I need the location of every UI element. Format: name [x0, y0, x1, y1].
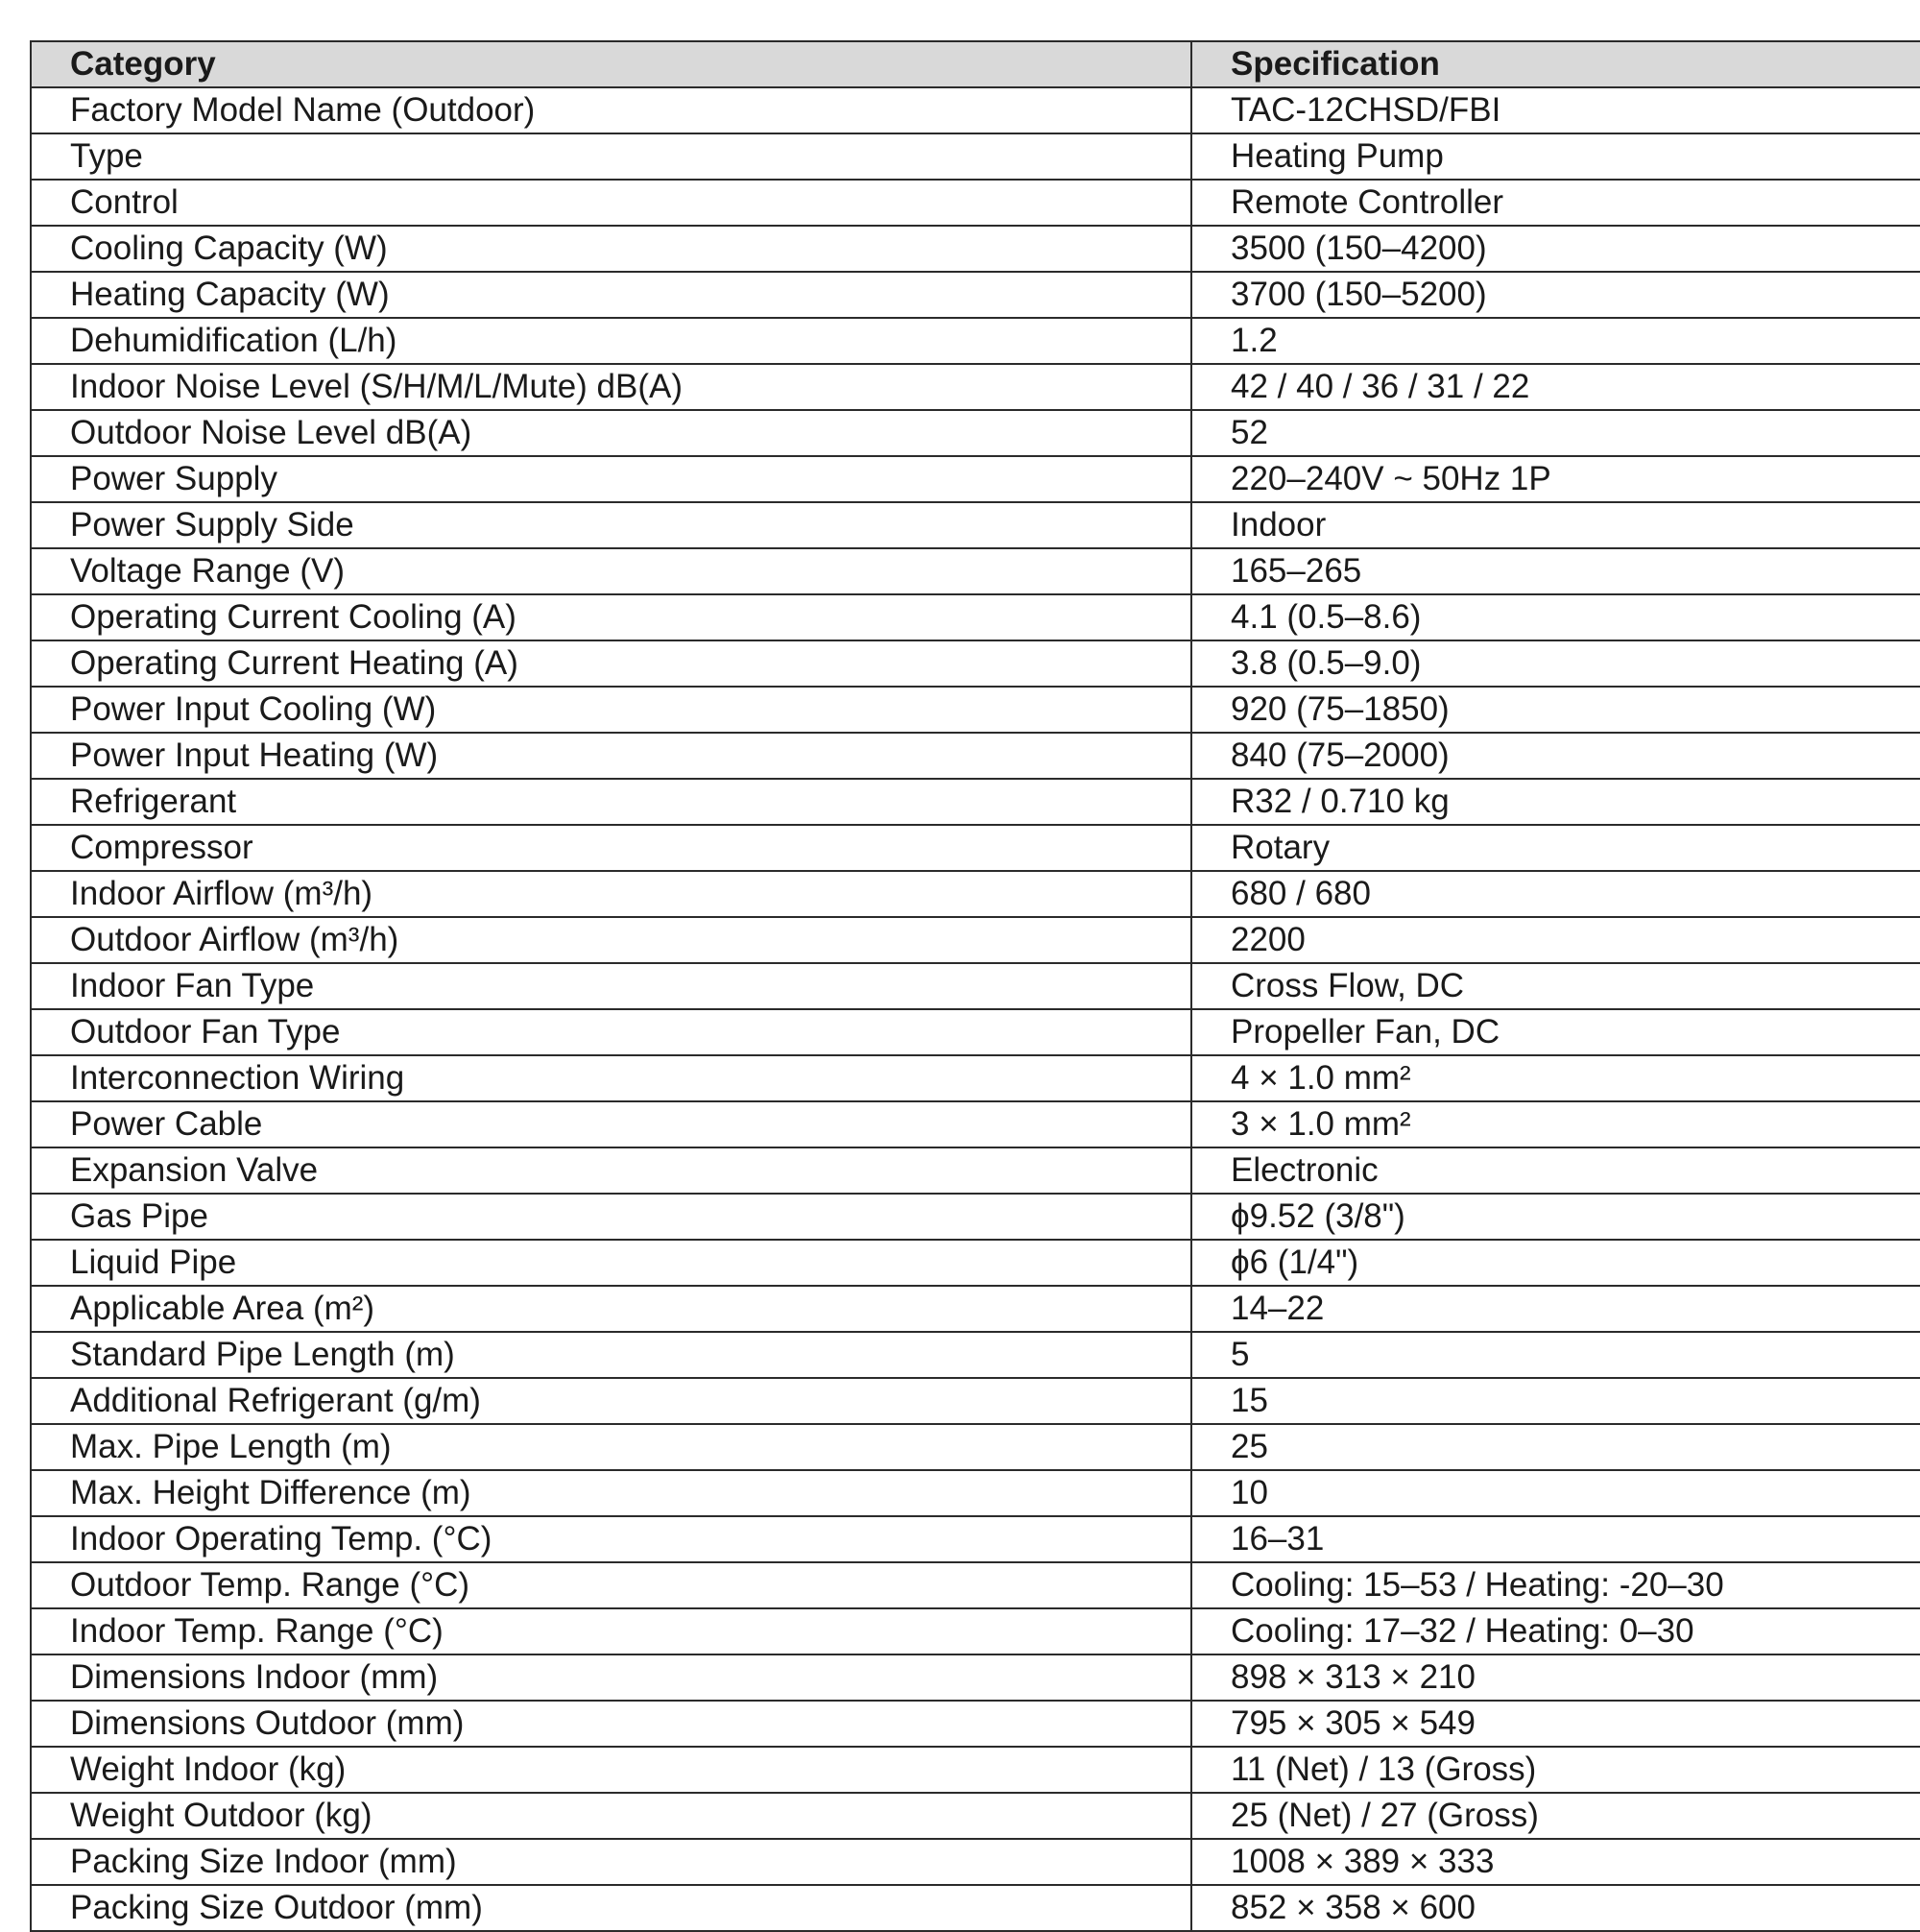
specification-cell: 898 × 313 × 210: [1191, 1654, 1920, 1701]
table-row: [31, 1378, 1920, 1424]
table-row: [31, 640, 1920, 687]
specification-cell: Cooling: 17–32 / Heating: 0–30: [1191, 1608, 1920, 1654]
category-cell: Indoor Airflow (m³/h): [31, 871, 1191, 917]
specification-cell: 852 × 358 × 600: [1191, 1885, 1920, 1931]
category-cell: Outdoor Airflow (m³/h): [31, 917, 1191, 963]
category-cell: Heating Capacity (W): [31, 272, 1191, 318]
specification-cell: 3700 (150–5200): [1191, 272, 1920, 318]
category-cell: Max. Height Difference (m): [31, 1470, 1191, 1516]
table-row: [31, 1654, 1920, 1701]
table-row: [31, 594, 1920, 640]
table-row: [31, 133, 1920, 180]
specification-cell: 4.1 (0.5–8.6): [1191, 594, 1920, 640]
specification-cell: Indoor: [1191, 502, 1920, 548]
specification-cell: 3 × 1.0 mm²: [1191, 1101, 1920, 1147]
category-cell: Type: [31, 133, 1191, 180]
category-cell: Outdoor Temp. Range (°C): [31, 1562, 1191, 1608]
specification-cell: 14–22: [1191, 1286, 1920, 1332]
table-row: [31, 1839, 1920, 1885]
table-row: [31, 825, 1920, 871]
category-cell: Voltage Range (V): [31, 548, 1191, 594]
category-cell: Cooling Capacity (W): [31, 226, 1191, 272]
table-row: [31, 1055, 1920, 1101]
specification-cell: 1.2: [1191, 318, 1920, 364]
category-cell: Max. Pipe Length (m): [31, 1424, 1191, 1470]
category-cell: Dimensions Outdoor (mm): [31, 1701, 1191, 1747]
specification-cell: 16–31: [1191, 1516, 1920, 1562]
table-row: [31, 1470, 1920, 1516]
specification-cell: Electronic: [1191, 1147, 1920, 1194]
specification-cell: 3.8 (0.5–9.0): [1191, 640, 1920, 687]
category-cell: Weight Indoor (kg): [31, 1747, 1191, 1793]
table-row: [31, 1194, 1920, 1240]
category-cell: Power Input Heating (W): [31, 733, 1191, 779]
category-cell: Packing Size Indoor (mm): [31, 1839, 1191, 1885]
table-row: [31, 1885, 1920, 1931]
table-row: [31, 687, 1920, 733]
specification-cell: 52: [1191, 410, 1920, 456]
table-row: [31, 502, 1920, 548]
specification-cell: 920 (75–1850): [1191, 687, 1920, 733]
category-cell: Additional Refrigerant (g/m): [31, 1378, 1191, 1424]
spec-table: [30, 40, 1920, 1932]
table-row: [31, 1701, 1920, 1747]
specification-cell: 11 (Net) / 13 (Gross): [1191, 1747, 1920, 1793]
specification-cell: 5: [1191, 1332, 1920, 1378]
table-row: [31, 733, 1920, 779]
specification-cell: ϕ6 (1/4"): [1191, 1240, 1920, 1286]
category-cell: Power Input Cooling (W): [31, 687, 1191, 733]
table-row: [31, 1101, 1920, 1147]
table-row: [31, 1793, 1920, 1839]
specification-cell: ϕ9.52 (3/8"): [1191, 1194, 1920, 1240]
table-row: [31, 779, 1920, 825]
header-row: [31, 41, 1920, 87]
specification-cell: 25: [1191, 1424, 1920, 1470]
category-cell: Gas Pipe: [31, 1194, 1191, 1240]
specification-cell: Cooling: 15–53 / Heating: -20–30: [1191, 1562, 1920, 1608]
specification-cell: 795 × 305 × 549: [1191, 1701, 1920, 1747]
specification-cell: 680 / 680: [1191, 871, 1920, 917]
specification-cell: 840 (75–2000): [1191, 733, 1920, 779]
table-header: [31, 41, 1920, 87]
specification-cell: 2200: [1191, 917, 1920, 963]
category-cell: Outdoor Fan Type: [31, 1009, 1191, 1055]
header-specification: Specification: [1191, 41, 1920, 87]
category-cell: Operating Current Heating (A): [31, 640, 1191, 687]
table-row: [31, 871, 1920, 917]
table-row: [31, 410, 1920, 456]
specification-cell: 220–240V ~ 50Hz 1P: [1191, 456, 1920, 502]
category-cell: Power Supply: [31, 456, 1191, 502]
category-cell: Applicable Area (m²): [31, 1286, 1191, 1332]
table-row: [31, 456, 1920, 502]
table-row: [31, 1516, 1920, 1562]
specification-cell: 4 × 1.0 mm²: [1191, 1055, 1920, 1101]
category-cell: Indoor Temp. Range (°C): [31, 1608, 1191, 1654]
specification-cell: 1008 × 389 × 333: [1191, 1839, 1920, 1885]
specification-cell: 10: [1191, 1470, 1920, 1516]
category-cell: Expansion Valve: [31, 1147, 1191, 1194]
category-cell: Operating Current Cooling (A): [31, 594, 1191, 640]
category-cell: Power Cable: [31, 1101, 1191, 1147]
table-row: [31, 917, 1920, 963]
category-cell: Dehumidification (L/h): [31, 318, 1191, 364]
table-row: [31, 1147, 1920, 1194]
table-row: [31, 318, 1920, 364]
specification-cell: 165–265: [1191, 548, 1920, 594]
category-cell: Packing Size Outdoor (mm): [31, 1885, 1191, 1931]
specification-cell: 15: [1191, 1378, 1920, 1424]
category-cell: Factory Model Name (Outdoor): [31, 87, 1191, 133]
table-row: [31, 1009, 1920, 1055]
table-row: [31, 1240, 1920, 1286]
specification-cell: Heating Pump: [1191, 133, 1920, 180]
specification-cell: 25 (Net) / 27 (Gross): [1191, 1793, 1920, 1839]
category-cell: Indoor Fan Type: [31, 963, 1191, 1009]
specification-cell: R32 / 0.710 kg: [1191, 779, 1920, 825]
category-cell: Weight Outdoor (kg): [31, 1793, 1191, 1839]
category-cell: Outdoor Noise Level dB(A): [31, 410, 1191, 456]
specification-cell: Rotary: [1191, 825, 1920, 871]
specification-cell: Remote Controller: [1191, 180, 1920, 226]
table-row: [31, 963, 1920, 1009]
category-cell: Indoor Noise Level (S/H/M/L/Mute) dB(A): [31, 364, 1191, 410]
specification-cell: TAC-12CHSD/FBI: [1191, 87, 1920, 133]
table-row: [31, 1562, 1920, 1608]
table-row: [31, 548, 1920, 594]
table-row: [31, 180, 1920, 226]
specification-cell: Cross Flow, DC: [1191, 963, 1920, 1009]
specification-cell: 42 / 40 / 36 / 31 / 22: [1191, 364, 1920, 410]
table-row: [31, 1332, 1920, 1378]
category-cell: Indoor Operating Temp. (°C): [31, 1516, 1191, 1562]
category-cell: Dimensions Indoor (mm): [31, 1654, 1191, 1701]
category-cell: Power Supply Side: [31, 502, 1191, 548]
category-cell: Compressor: [31, 825, 1191, 871]
table-row: [31, 87, 1920, 133]
category-cell: Liquid Pipe: [31, 1240, 1191, 1286]
table-row: [31, 272, 1920, 318]
category-cell: Control: [31, 180, 1191, 226]
specification-cell: Propeller Fan, DC: [1191, 1009, 1920, 1055]
table-row: [31, 1424, 1920, 1470]
table-row: [31, 1747, 1920, 1793]
table-row: [31, 226, 1920, 272]
table-row: [31, 1608, 1920, 1654]
category-cell: Standard Pipe Length (m): [31, 1332, 1191, 1378]
table-row: [31, 364, 1920, 410]
header-category: Category: [31, 41, 1191, 87]
category-cell: Refrigerant: [31, 779, 1191, 825]
table-body: [31, 87, 1920, 1931]
category-cell: Interconnection Wiring: [31, 1055, 1191, 1101]
specification-cell: 3500 (150–4200): [1191, 226, 1920, 272]
table-row: [31, 1286, 1920, 1332]
